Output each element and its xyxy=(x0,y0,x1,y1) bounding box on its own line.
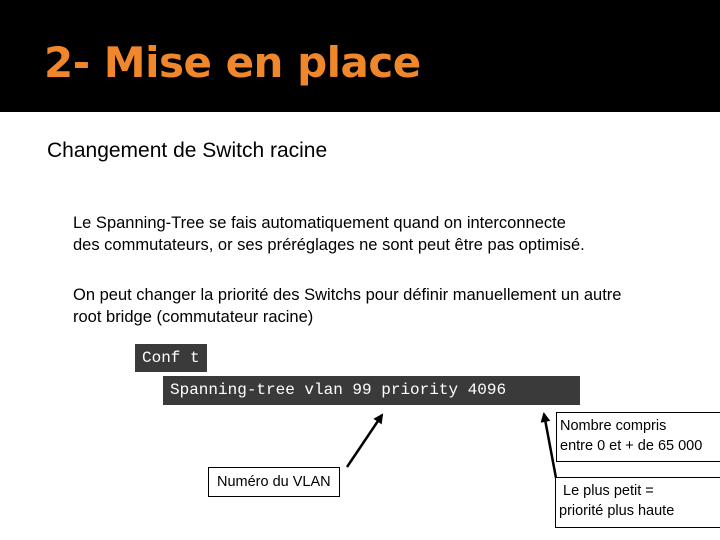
paragraph-line: des commutateurs, or ses préréglages ne sont peut être pas optimisé. xyxy=(73,236,585,254)
arrow-to-priority xyxy=(544,414,556,478)
callout-line: priorité plus haute xyxy=(559,503,675,519)
slide-title: 2- Mise en place xyxy=(44,38,421,87)
command-spanning-tree: Spanning-tree vlan 99 priority 4096 xyxy=(163,376,580,405)
arrow-to-vlan xyxy=(347,415,382,467)
callout-lowest-priority xyxy=(555,477,720,528)
callout-line: entre 0 et + de 65 000 xyxy=(560,438,703,454)
callout-line: Le plus petit = xyxy=(559,483,654,499)
callout-vlan-number: Numéro du VLAN xyxy=(208,467,340,497)
slide-subtitle: Changement de Switch racine xyxy=(47,139,328,162)
paragraph-line: root bridge (commutateur racine) xyxy=(73,308,314,326)
paragraph-line: Le Spanning-Tree se fais automatiquement quand on interconnecte xyxy=(73,214,566,232)
command-conf-t: Conf t xyxy=(135,344,207,372)
paragraph-line: On peut changer la priorité des Switchs pour définir manuellement un autre xyxy=(73,286,622,304)
callout-priority-range xyxy=(556,412,720,462)
callout-line: Nombre compris xyxy=(560,418,667,434)
